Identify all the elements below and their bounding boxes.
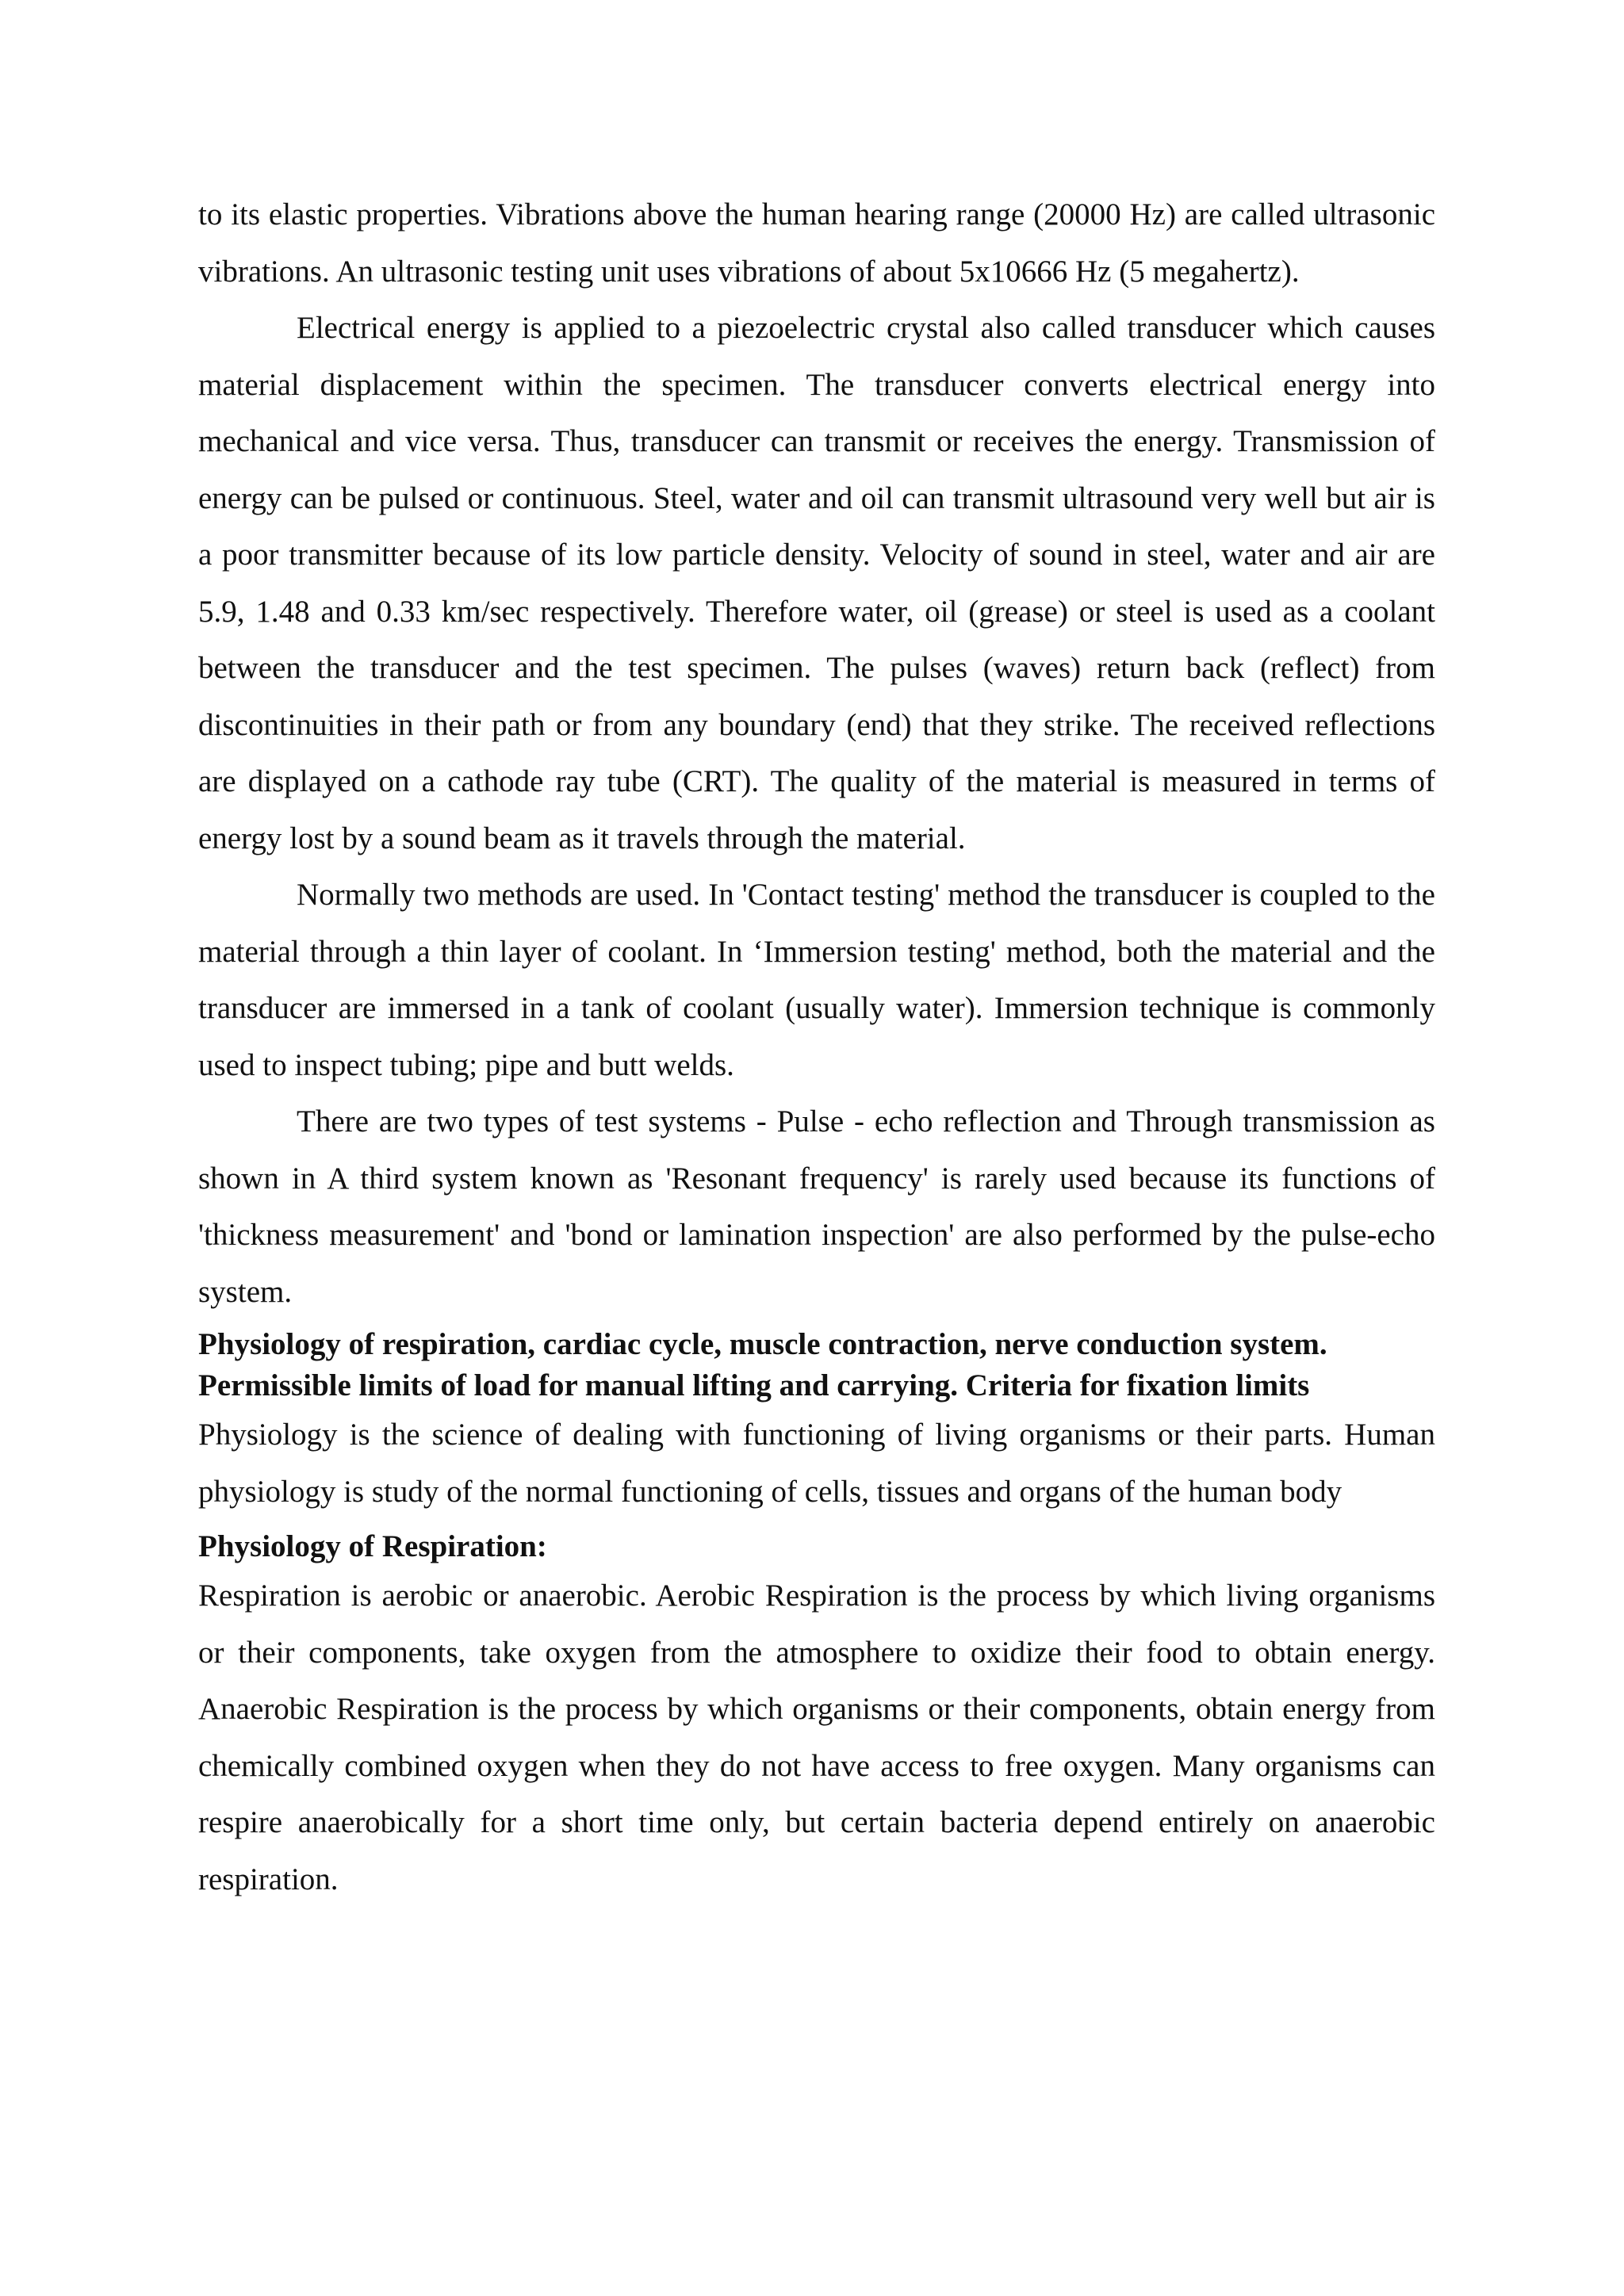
document-page [198, 186, 1435, 1908]
section-heading-line-1: Physiology of respiration, cardiac cycle, muscle contraction, nerve conduction system. [198, 1327, 1327, 1361]
paragraph-test-systems: There are two types of test systems - Pulse - echo reflection and Through transmission as shown in A third system known as 'Resonant frequency' is rarely used because its functions of 'thickness measurement' and 'bond or lamination inspection' are also performed by the pulse-echo system. [198, 1104, 1435, 1309]
paragraph-physiology-intro: Physiology is the science of dealing with functioning of living organisms or their parts. Human physiology is study of the normal functioning of cells, tissues and organs of the human body [198, 1418, 1435, 1509]
paragraph-testing-methods: Normally two methods are used. In 'Contact testing' method the transducer is coupled to the material through a thin layer of coolant. In ‘Immersion testing' method, both the material and the transducer are immersed in a tank of coolant (usually water). Immersion technique is commonly used to inspect tubing; pipe and butt welds. [198, 878, 1435, 1082]
section-heading [198, 1324, 1435, 1406]
section-heading-line-2: Permissible limits of load for manual lifting and carrying. Criteria for fixation limits [198, 1368, 1310, 1402]
paragraph-respiration: Respiration is aerobic or anaerobic. Aerobic Respiration is the process by which living organisms or their components, take oxygen from the atmosphere to oxidize their food to obtain energy. Anaerobic Respiration is the process by which organisms or their components, obtain energy from chemically combined oxygen when they do not have access to free oxygen. Many organisms can respire anaerobically for a short time only, but certain bacteria depend entirely on anaerobic respiration. [198, 1578, 1435, 1896]
respiration-heading: Physiology of Respiration: [198, 1529, 547, 1563]
paragraph-transducer: Electrical energy is applied to a piezoelectric crystal also called transducer which causes material displacement within the specimen. The transducer converts electrical energy into mechanical and vice versa. Thus, transducer can transmit or receives the energy. Transmission of energy can be pulsed or continuous. Steel, water and oil can transmit ultrasound very well but air is a poor transmitter because of its low particle density. Velocity of sound in steel, water and air are 5.9, 1.48 and 0.33 km/sec respectively. Therefore water, oil (grease) or steel is used as a coolant between the transducer and the test specimen. The pulses (waves) return back (reflect) from discontinuities in their path or from any boundary (end) that they strike. The received reflections are displayed on a cathode ray tube (CRT). The quality of the material is measured in terms of energy lost by a sound beam as it travels through the material. [198, 311, 1435, 855]
paragraph-ultrasonic-vibrations: to its elastic properties. Vibrations above the human hearing range (20000 Hz) are called ultrasonic vibrations. An ultrasonic testing unit uses vibrations of about 5x10666 Hz (5 megahertz). [198, 197, 1435, 289]
